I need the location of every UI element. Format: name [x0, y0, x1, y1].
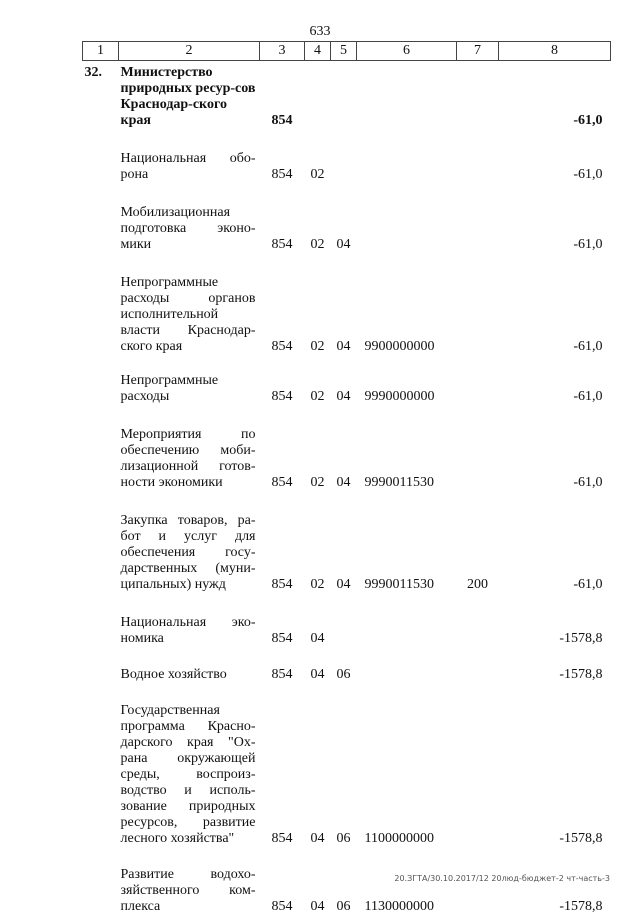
row-section-code: 04 — [310, 899, 325, 914]
row-name: Водное хозяйство — [120, 667, 227, 682]
row-subsection-code: 04 — [336, 389, 351, 404]
row-expense-type — [457, 61, 499, 130]
row-name: Мероприятия по обеспечению моби-лизационной готов-ности экономики — [120, 427, 256, 490]
header-col-4: 4 — [305, 42, 331, 61]
row-section-code: 02 — [310, 577, 325, 592]
row-section-code: 04 — [310, 831, 325, 846]
row-ordinal — [83, 253, 119, 355]
header-col-3: 3 — [260, 42, 305, 61]
row-amount: -61,0 — [573, 339, 603, 354]
row-amount: -1578,8 — [559, 899, 603, 914]
row-section-code: 04 — [310, 667, 325, 682]
row-amount: -61,0 — [573, 237, 603, 252]
table-row — [83, 683, 611, 847]
row-target-code: 1100000000 — [364, 831, 434, 846]
row-amount: -1578,8 — [559, 667, 603, 682]
row-target-code: 9900000000 — [364, 339, 435, 354]
row-name: Непрограммные расходы органов исполнительной власти Краснодар-ского края — [120, 275, 256, 354]
header-col-6: 6 — [357, 42, 457, 61]
row-section-code: 02 — [310, 475, 325, 490]
row-subsection-code: 06 — [336, 831, 351, 846]
row-target-code: 9990011530 — [364, 475, 434, 490]
row-ministry-code: 854 — [271, 577, 293, 592]
row-expense-type — [457, 405, 499, 491]
row-expense-type — [457, 183, 499, 253]
row-section-code: 02 — [310, 167, 325, 182]
row-subsection-code: 06 — [336, 899, 351, 914]
row-subsection-code: 06 — [336, 667, 351, 682]
table-row — [83, 183, 611, 253]
row-subsection-code: 04 — [336, 577, 351, 592]
row-expense-type — [457, 253, 499, 355]
row-target-code: 1130000000 — [364, 899, 434, 914]
row-ordinal — [83, 491, 119, 593]
row-ministry-code: 854 — [271, 631, 293, 646]
row-subsection-code — [331, 61, 357, 130]
row-ministry-code: 854 — [271, 899, 293, 914]
page-number: 633 — [309, 24, 331, 39]
row-section-code: 02 — [310, 237, 325, 252]
row-expense-type — [457, 647, 499, 683]
row-ordinal — [83, 183, 119, 253]
row-target-code — [357, 183, 457, 253]
row-target-code — [357, 129, 457, 183]
table-row — [83, 253, 611, 355]
row-name: Министерство природных ресур-сов Краснодар-ского края — [120, 65, 256, 128]
row-amount: -61,0 — [573, 389, 603, 404]
row-amount: -61,0 — [573, 113, 603, 128]
table-row — [83, 129, 611, 183]
row-expense-type — [457, 355, 499, 405]
row-expense-type: 200 — [467, 577, 488, 592]
row-name: Развитие водохо-зяйственного ком-плекса — [120, 867, 256, 914]
row-ministry-code: 854 — [271, 831, 293, 846]
row-section-code: 02 — [310, 339, 325, 354]
row-ministry-code: 854 — [271, 339, 293, 354]
row-ordinal — [83, 129, 119, 183]
row-name: Непрограммные расходы — [120, 373, 219, 404]
row-target-code — [357, 647, 457, 683]
header-col-1: 1 — [83, 42, 119, 61]
row-subsection-code — [331, 593, 357, 647]
table-row — [83, 355, 611, 405]
row-amount: -1578,8 — [559, 631, 603, 646]
budget-table — [82, 41, 611, 915]
row-ordinal — [83, 405, 119, 491]
row-section-code: 04 — [310, 631, 325, 646]
table-row — [83, 647, 611, 683]
row-amount: -61,0 — [573, 475, 603, 490]
row-ordinal — [83, 355, 119, 405]
table-row — [83, 593, 611, 647]
row-ministry-code: 854 — [271, 667, 293, 682]
row-name: Закупка товаров, ра-бот и услуг для обеспечения госу-дарственных (муни-ципальных) нужд — [120, 513, 256, 592]
row-section-code: 02 — [310, 389, 325, 404]
row-target-code: 9990000000 — [364, 389, 435, 404]
row-ministry-code: 854 — [271, 389, 293, 404]
row-target-code — [357, 61, 457, 130]
row-ministry-code: 854 — [271, 167, 293, 182]
row-amount: -61,0 — [573, 577, 603, 592]
row-ministry-code: 854 — [271, 237, 293, 252]
row-name: Национальная эко-номика — [120, 615, 256, 646]
table-row — [83, 61, 611, 130]
column-number-header — [83, 42, 611, 61]
row-expense-type — [457, 683, 499, 847]
row-expense-type — [457, 129, 499, 183]
row-subsection-code: 04 — [336, 339, 351, 354]
header-col-5: 5 — [331, 42, 357, 61]
row-subsection-code — [331, 129, 357, 183]
row-name: Государственная программа Красно-дарского края "Ох-рана окружающей среды, воспроиз-водство и исполь-зование природных ресурсов, развитие лесного хозяйства" — [120, 703, 256, 846]
row-subsection-code: 04 — [336, 237, 351, 252]
row-name: Национальная обо-рона — [120, 151, 256, 182]
table-row — [83, 405, 611, 491]
header-col-8: 8 — [499, 42, 611, 61]
footer-stamp: 20.ЗГТА/30.10.2017/12 20люд-бюджет-2 чт-часть-3 — [394, 874, 610, 883]
row-ordinal: 32. — [84, 65, 102, 80]
row-ministry-code: 854 — [271, 113, 293, 128]
row-amount: -61,0 — [573, 167, 603, 182]
row-ministry-code: 854 — [271, 475, 293, 490]
row-name: Мобилизационная подготовка эконо-мики — [120, 205, 256, 252]
header-col-2: 2 — [119, 42, 260, 61]
row-ordinal — [83, 683, 119, 847]
row-subsection-code: 04 — [336, 475, 351, 490]
row-ordinal — [83, 647, 119, 683]
row-expense-type — [457, 593, 499, 647]
header-col-7: 7 — [457, 42, 499, 61]
row-target-code — [357, 593, 457, 647]
row-ordinal — [83, 593, 119, 647]
row-target-code: 9990011530 — [364, 577, 434, 592]
table-row — [83, 491, 611, 593]
row-section-code — [305, 61, 331, 130]
row-amount: -1578,8 — [559, 831, 603, 846]
